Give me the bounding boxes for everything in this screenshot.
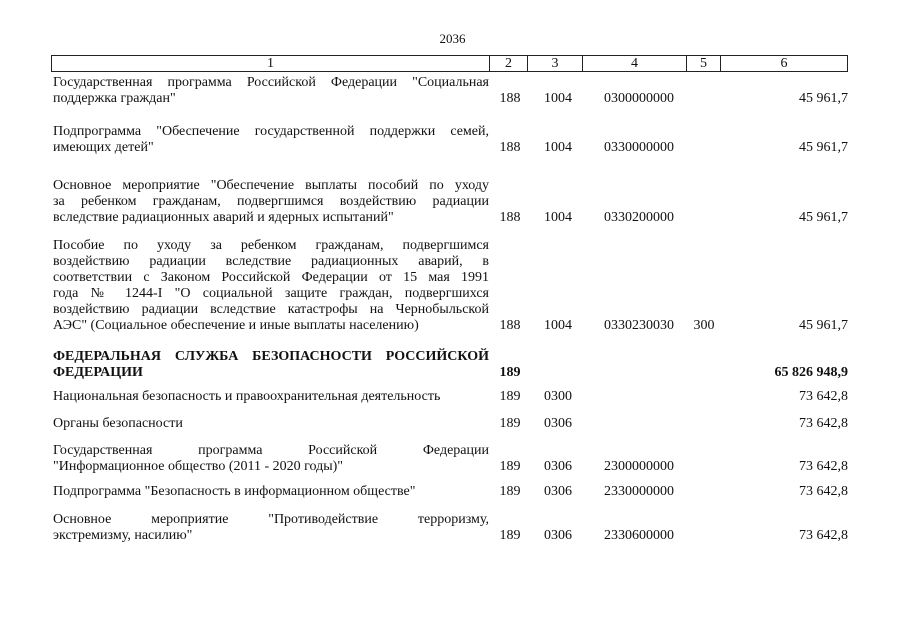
- description-line: Государственная программа Российской Федерации "Социальная: [53, 75, 489, 90]
- description-line: экстремизму, насилию": [53, 528, 193, 543]
- description-line: поддержка граждан": [53, 91, 176, 106]
- description-line: Подпрограмма "Безопасность в информационном обществе": [53, 484, 416, 499]
- row-amount: 65 826 948,9: [774, 365, 848, 380]
- description-line: ФЕДЕРАЦИИ: [53, 365, 143, 380]
- row-code-gr: 188: [499, 210, 521, 225]
- description-line: воздействию радиации вследствие катастрофы на Чернобыльской: [53, 302, 489, 317]
- row-code-rz-pr: 1004: [544, 210, 572, 225]
- row-code-gr: 189: [499, 459, 521, 474]
- row-amount: 73 642,8: [799, 459, 848, 474]
- row-amount: 45 961,7: [799, 318, 848, 333]
- header-col-1: 1: [267, 56, 274, 71]
- row-code-rz-pr: 1004: [544, 140, 572, 155]
- row-code-gr: 188: [499, 318, 521, 333]
- page-number: 2036: [439, 31, 466, 46]
- row-description: [53, 512, 489, 544]
- row-code-csr: 2330600000: [604, 528, 674, 543]
- description-line: Подпрограмма "Обеспечение государственной поддержки семей,: [53, 124, 489, 139]
- description-line: соответствии с Законом Российской Федерации от 15 мая 1991: [53, 270, 489, 285]
- row-code-rz-pr: 0306: [544, 459, 572, 474]
- row-code-vr: 300: [693, 318, 715, 333]
- row-code-rz-pr: 0306: [544, 528, 572, 543]
- description-line: ФЕДЕРАЛЬНАЯ СЛУЖБА БЕЗОПАСНОСТИ РОССИЙСКОЙ: [53, 349, 489, 364]
- row-amount: 73 642,8: [799, 389, 848, 404]
- description-line: Пособие по уходу за ребенком гражданам, подвергшимся: [53, 238, 489, 253]
- row-amount: 45 961,7: [799, 140, 848, 155]
- description-line: АЭС" (Социальное обеспечение и иные выплаты населению): [53, 318, 419, 333]
- row-amount: 73 642,8: [799, 416, 848, 431]
- row-code-gr: 188: [499, 140, 521, 155]
- row-code-gr: 189: [499, 416, 521, 431]
- row-amount: 73 642,8: [799, 484, 848, 499]
- row-code-gr: 189: [499, 365, 521, 380]
- row-code-gr: 188: [499, 91, 521, 106]
- description-line: "Информационное общество (2011 - 2020 годы)": [53, 459, 344, 474]
- row-code-rz-pr: 0300: [544, 389, 572, 404]
- description-line: Органы безопасности: [53, 416, 183, 431]
- row-code-gr: 189: [499, 484, 521, 499]
- description-line: воздействию радиации вследствие радиационных аварий, в: [53, 254, 489, 269]
- row-code-rz-pr: 0306: [544, 416, 572, 431]
- description-line: Национальная безопасность и правоохранительная деятельность: [53, 389, 441, 404]
- row-amount: 45 961,7: [799, 91, 848, 106]
- header-col-3: 3: [527, 56, 582, 71]
- row-code-csr: 2330000000: [604, 484, 674, 499]
- row-amount: 73 642,8: [799, 528, 848, 543]
- header-col-5: 5: [686, 56, 720, 71]
- row-code-csr: 0330200000: [604, 210, 674, 225]
- row-code-gr: 189: [499, 389, 521, 404]
- description-line: года № 1244-I "О социальной защите граждан, подвергшихся: [53, 286, 489, 301]
- description-line: Государственная программа Российской Федерации: [53, 443, 489, 458]
- description-line: имеющих детей": [53, 140, 154, 155]
- description-line: Основное мероприятие "Противодействие терроризму,: [53, 512, 489, 527]
- row-code-csr: 0330000000: [604, 140, 674, 155]
- row-code-csr: 0330230030: [604, 318, 674, 333]
- row-code-rz-pr: 1004: [544, 91, 572, 106]
- row-code-rz-pr: 0306: [544, 484, 572, 499]
- row-code-csr: 2300000000: [604, 459, 674, 474]
- header-col-4: 4: [582, 56, 686, 71]
- row-code-rz-pr: 1004: [544, 318, 572, 333]
- row-code-gr: 189: [499, 528, 521, 543]
- row-amount: 45 961,7: [799, 210, 848, 225]
- header-col-2: 2: [489, 56, 527, 71]
- description-line: за ребенком гражданам, подвергшимся воздействию радиации: [53, 194, 489, 209]
- header-col-6: 6: [720, 56, 847, 71]
- description-line: вследствие радиационных аварий и ядерных испытаний": [53, 210, 394, 225]
- row-code-csr: 0300000000: [604, 91, 674, 106]
- description-line: Основное мероприятие "Обеспечение выплаты пособий по уходу: [53, 178, 489, 193]
